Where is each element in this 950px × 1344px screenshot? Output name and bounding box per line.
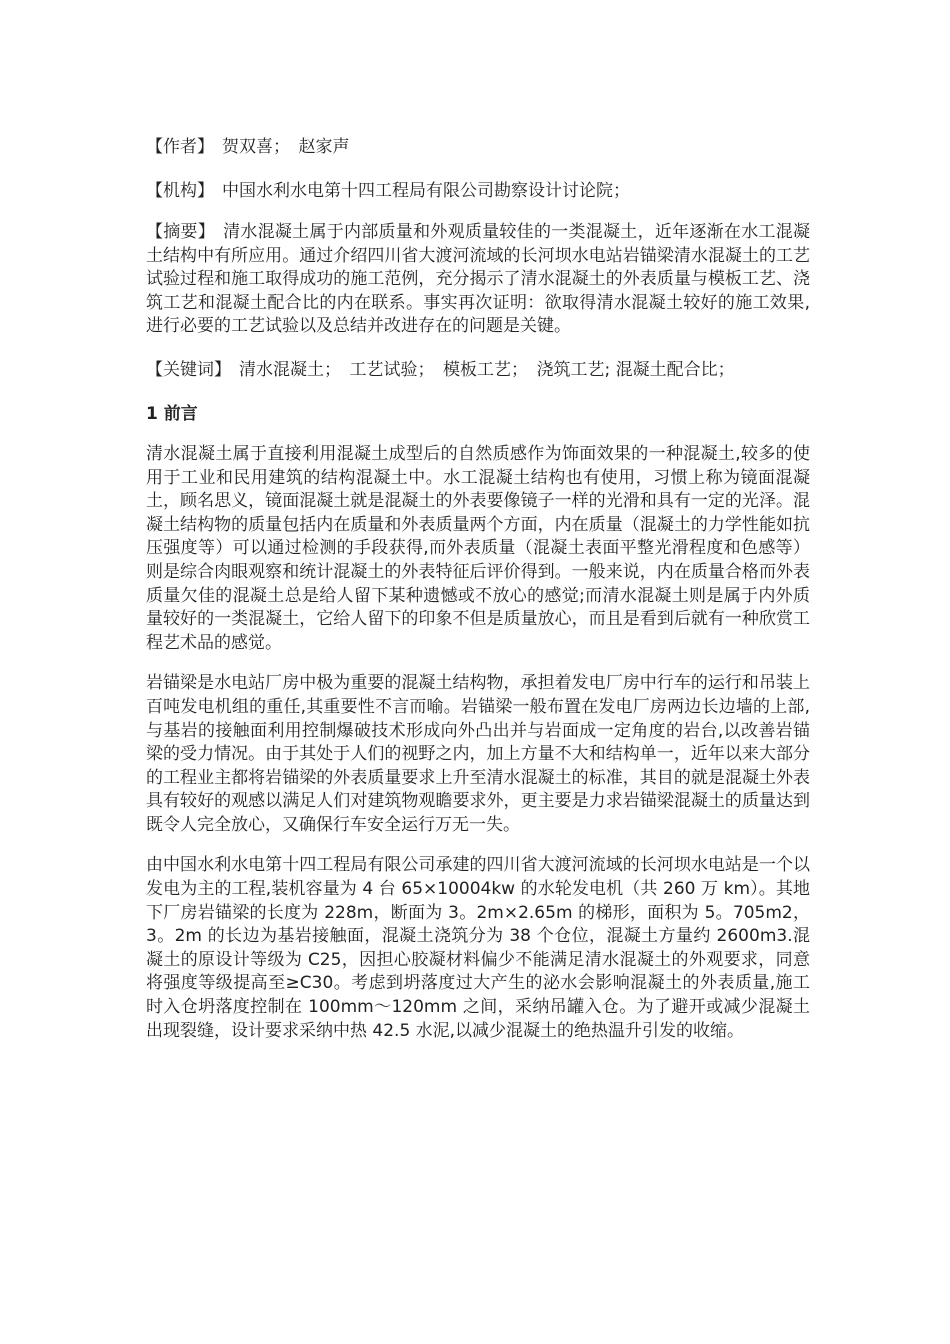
organization-value: 中国水利水电第十四工程局有限公司勘察设计讨论院； xyxy=(222,181,630,201)
author-line xyxy=(146,133,810,162)
section-heading: 1 前言 xyxy=(146,403,198,424)
organization-line xyxy=(146,177,810,206)
document-page xyxy=(146,133,810,1060)
keywords-line xyxy=(146,356,810,385)
keywords-label: 【关键词】 xyxy=(146,359,231,380)
organization-label: 【机构】 xyxy=(146,181,214,201)
abstract-label: 【摘要】 xyxy=(146,222,216,242)
abstract-paragraph xyxy=(146,221,810,339)
abstract-text: 清水混凝土属于内部质量和外观质量较佳的一类混凝土，近年逐渐在水工混凝土结构中有所应用。通过介绍四川省大渡河流域的长河坝水电站岩锚梁清水混凝土的工艺试验过程和施工取得成功的施工范例，充分揭示了清水混凝土的外表质量与模板工艺、浇筑工艺和混凝土配合比的内在联系。事实再次证明：欲取得清水混凝土较好的施工效果,进行必要的工艺试验以及总结并改进存在的问题是关键。 xyxy=(146,222,811,337)
author-label: 【作者】 xyxy=(146,137,214,157)
keywords-value: 清水混凝土； 工艺试验； 模板工艺； 浇筑工艺; 混凝土配合比； xyxy=(239,359,735,380)
author-value: 贺双喜； 赵家声 xyxy=(222,137,350,157)
body-paragraph-1: 清水混凝土属于直接利用混凝土成型后的自然质感作为饰面效果的一种混凝土,较多的使用于工业和民用建筑的结构混凝土中。水工混凝土结构也有使用，习惯上称为镜面混凝土，顾名思义，镜面混凝土就是混凝土的外表要像镜子一样的光滑和具有一定的光泽。混凝土结构物的质量包括内在质量和外表质量两个方面，内在质量（混凝土的力学性能如抗压强度等）可以通过检测的手段获得,而外表质量（混凝土表面平整光滑程度和色感等）则是综合肉眼观察和统计混凝土的外表特征后评价得到。一般来说，内在质量合格而外表质量欠佳的混凝土总是给人留下某种遗憾或不放心的感觉;而清水混凝土则是属于内外质量较好的一类混凝土，它给人留下的印象不但是质量放心，而且是看到后就有一种欣赏工程艺术品的感觉。 xyxy=(146,443,810,653)
body-paragraph-2: 岩锚梁是水电站厂房中极为重要的混凝土结构物，承担着发电厂房中行车的运行和吊装上百吨发电机组的重任,其重要性不言而喻。岩锚梁一般布置在发电厂房两边长边墙的上部,与基岩的接触面利用控制爆破技术形成向外凸出并与岩面成一定角度的岩台,以改善岩锚梁的受力情况。由于其处于人们的视野之内，加上方量不大和结构单一，近年以来大部分的工程业主都将岩锚梁的外表质量要求上升至清水混凝土的标准，其目的就是混凝土外表具有较好的观感以满足人们对建筑物观瞻要求外，更主要是力求岩锚梁混凝土的质量达到既令人完全放心，又确保行车安全运行万无一失。 xyxy=(146,673,810,835)
body-paragraph-3: 由中国水利水电第十四工程局有限公司承建的四川省大渡河流域的长河坝水电站是一个以发电为主的工程,装机容量为 4 台 65×10004kw 的水轮发电机（共 260 万 km）。其地下厂房岩锚梁的长度为 228m，断面为 3。2m×2.65m 的梯形，面积为 5。705m2，3。2m 的长边为基岩接触面，混凝土浇筑分为 38 个仓位，混凝土方量约 2600m3.混凝土的原设计等级为 C25，因担心胶凝材料偏少不能满足清水混凝土的外观要求，同意将强度等级提高至≥C30。考虑到坍落度过大产生的泌水会影响混凝土的外表质量,施工时入仓坍落度控制在 100mm～120mm 之间，采纳吊罐入仓。为了避开或减少混凝土出现裂缝，设计要求采纳中热 42.5 水泥,以减少混凝土的绝热温升引发的收缩。 xyxy=(146,855,810,1041)
